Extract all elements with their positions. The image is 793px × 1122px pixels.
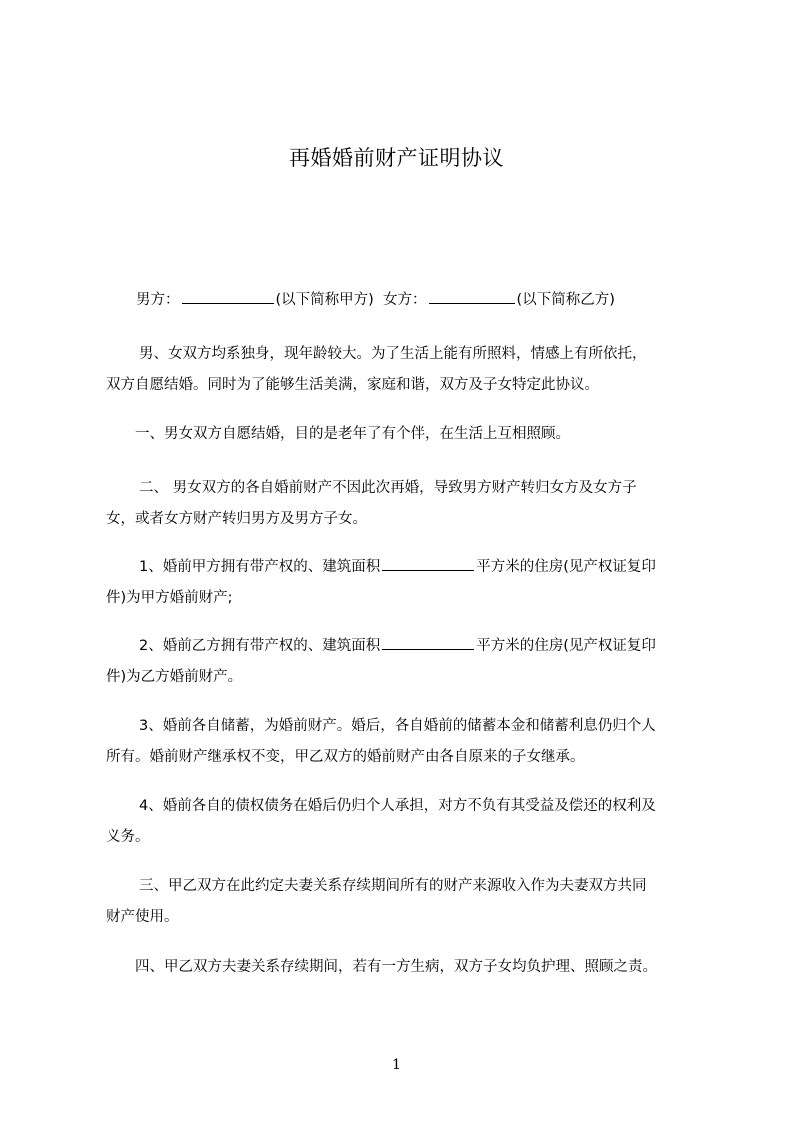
male-name-blank bbox=[182, 289, 274, 304]
item-1-line-2: 件)为甲方婚前财产; bbox=[106, 590, 233, 606]
item-2-suffix: 平方米的住房(见产权证复印 bbox=[476, 638, 656, 654]
item-1-prefix: 1、婚前甲方拥有带产权的、建筑面积 bbox=[139, 559, 381, 575]
intro-line-2: 双方自愿结婚。同时为了能够生活美满，家庭和谐，双方及子女特定此协议。 bbox=[106, 377, 599, 393]
item-3 bbox=[106, 711, 714, 773]
item-1-area-blank bbox=[382, 556, 474, 571]
male-label: 男方： bbox=[136, 292, 180, 308]
clause-4-line: 四、甲乙双方夫妻关系存续期间，若有一方生病，双方子女均负护理、照顾之责。 bbox=[135, 959, 657, 975]
clause-1 bbox=[106, 419, 714, 450]
page-number: 1 bbox=[392, 1057, 401, 1073]
clause-3-line-2: 财产使用。 bbox=[106, 909, 179, 925]
document-title: 再婚婚前财产证明协议 bbox=[289, 146, 504, 170]
intro-line-1: 男、女双方均系独身，现年龄较大。为了生活上能有所照料，情感上有所依托， bbox=[139, 346, 647, 362]
item-2-line-2: 件)为乙方婚前财产。 bbox=[106, 669, 243, 685]
clause-3-line-1: 三、甲乙双方在此约定夫妻关系存续期间所有的财产来源收入作为夫妻双方共同 bbox=[139, 878, 647, 894]
clause-3 bbox=[106, 871, 714, 933]
item-2-prefix: 2、婚前乙方拥有带产权的、建筑面积 bbox=[139, 638, 381, 654]
item-2 bbox=[106, 631, 714, 693]
item-3-line-2: 所有。婚前财产继承权不变，甲乙双方的婚前财产由各自原来的子女继承。 bbox=[106, 749, 585, 765]
item-1-suffix: 平方米的住房(见产权证复印 bbox=[476, 559, 656, 575]
clause-2 bbox=[106, 473, 714, 535]
clause-4 bbox=[106, 952, 714, 983]
female-label: 女方： bbox=[383, 292, 427, 308]
item-1 bbox=[106, 552, 714, 614]
clause-2-line-2: 女，或者女方财产转归男方及男方子女。 bbox=[106, 511, 367, 527]
item-4-line-2: 义务。 bbox=[106, 829, 150, 845]
female-name-blank bbox=[429, 289, 515, 304]
item-4-line-1: 4、婚前各自的债权债务在婚后仍归个人承担，对方不负有其受益及偿还的权利及 bbox=[139, 798, 656, 814]
item-4 bbox=[106, 791, 714, 853]
clause-2-line-1: 二、 男女双方的各自婚前财产不因此次再婚，导致男方财产转归女方及女方子 bbox=[139, 480, 637, 496]
item-3-line-1: 3、婚前各自储蓄，为婚前财产。婚后，各自婚前的储蓄本金和储蓄利息仍归个人 bbox=[139, 718, 656, 734]
intro-paragraph bbox=[106, 339, 714, 401]
item-2-area-blank bbox=[382, 635, 474, 650]
male-suffix: (以下简称甲方) bbox=[275, 292, 374, 308]
female-suffix: (以下简称乙方) bbox=[516, 292, 615, 308]
clause-1-line: 一、男女双方自愿结婚，目的是老年了有个伴，在生活上互相照顾。 bbox=[135, 426, 570, 442]
parties-line bbox=[136, 285, 744, 316]
